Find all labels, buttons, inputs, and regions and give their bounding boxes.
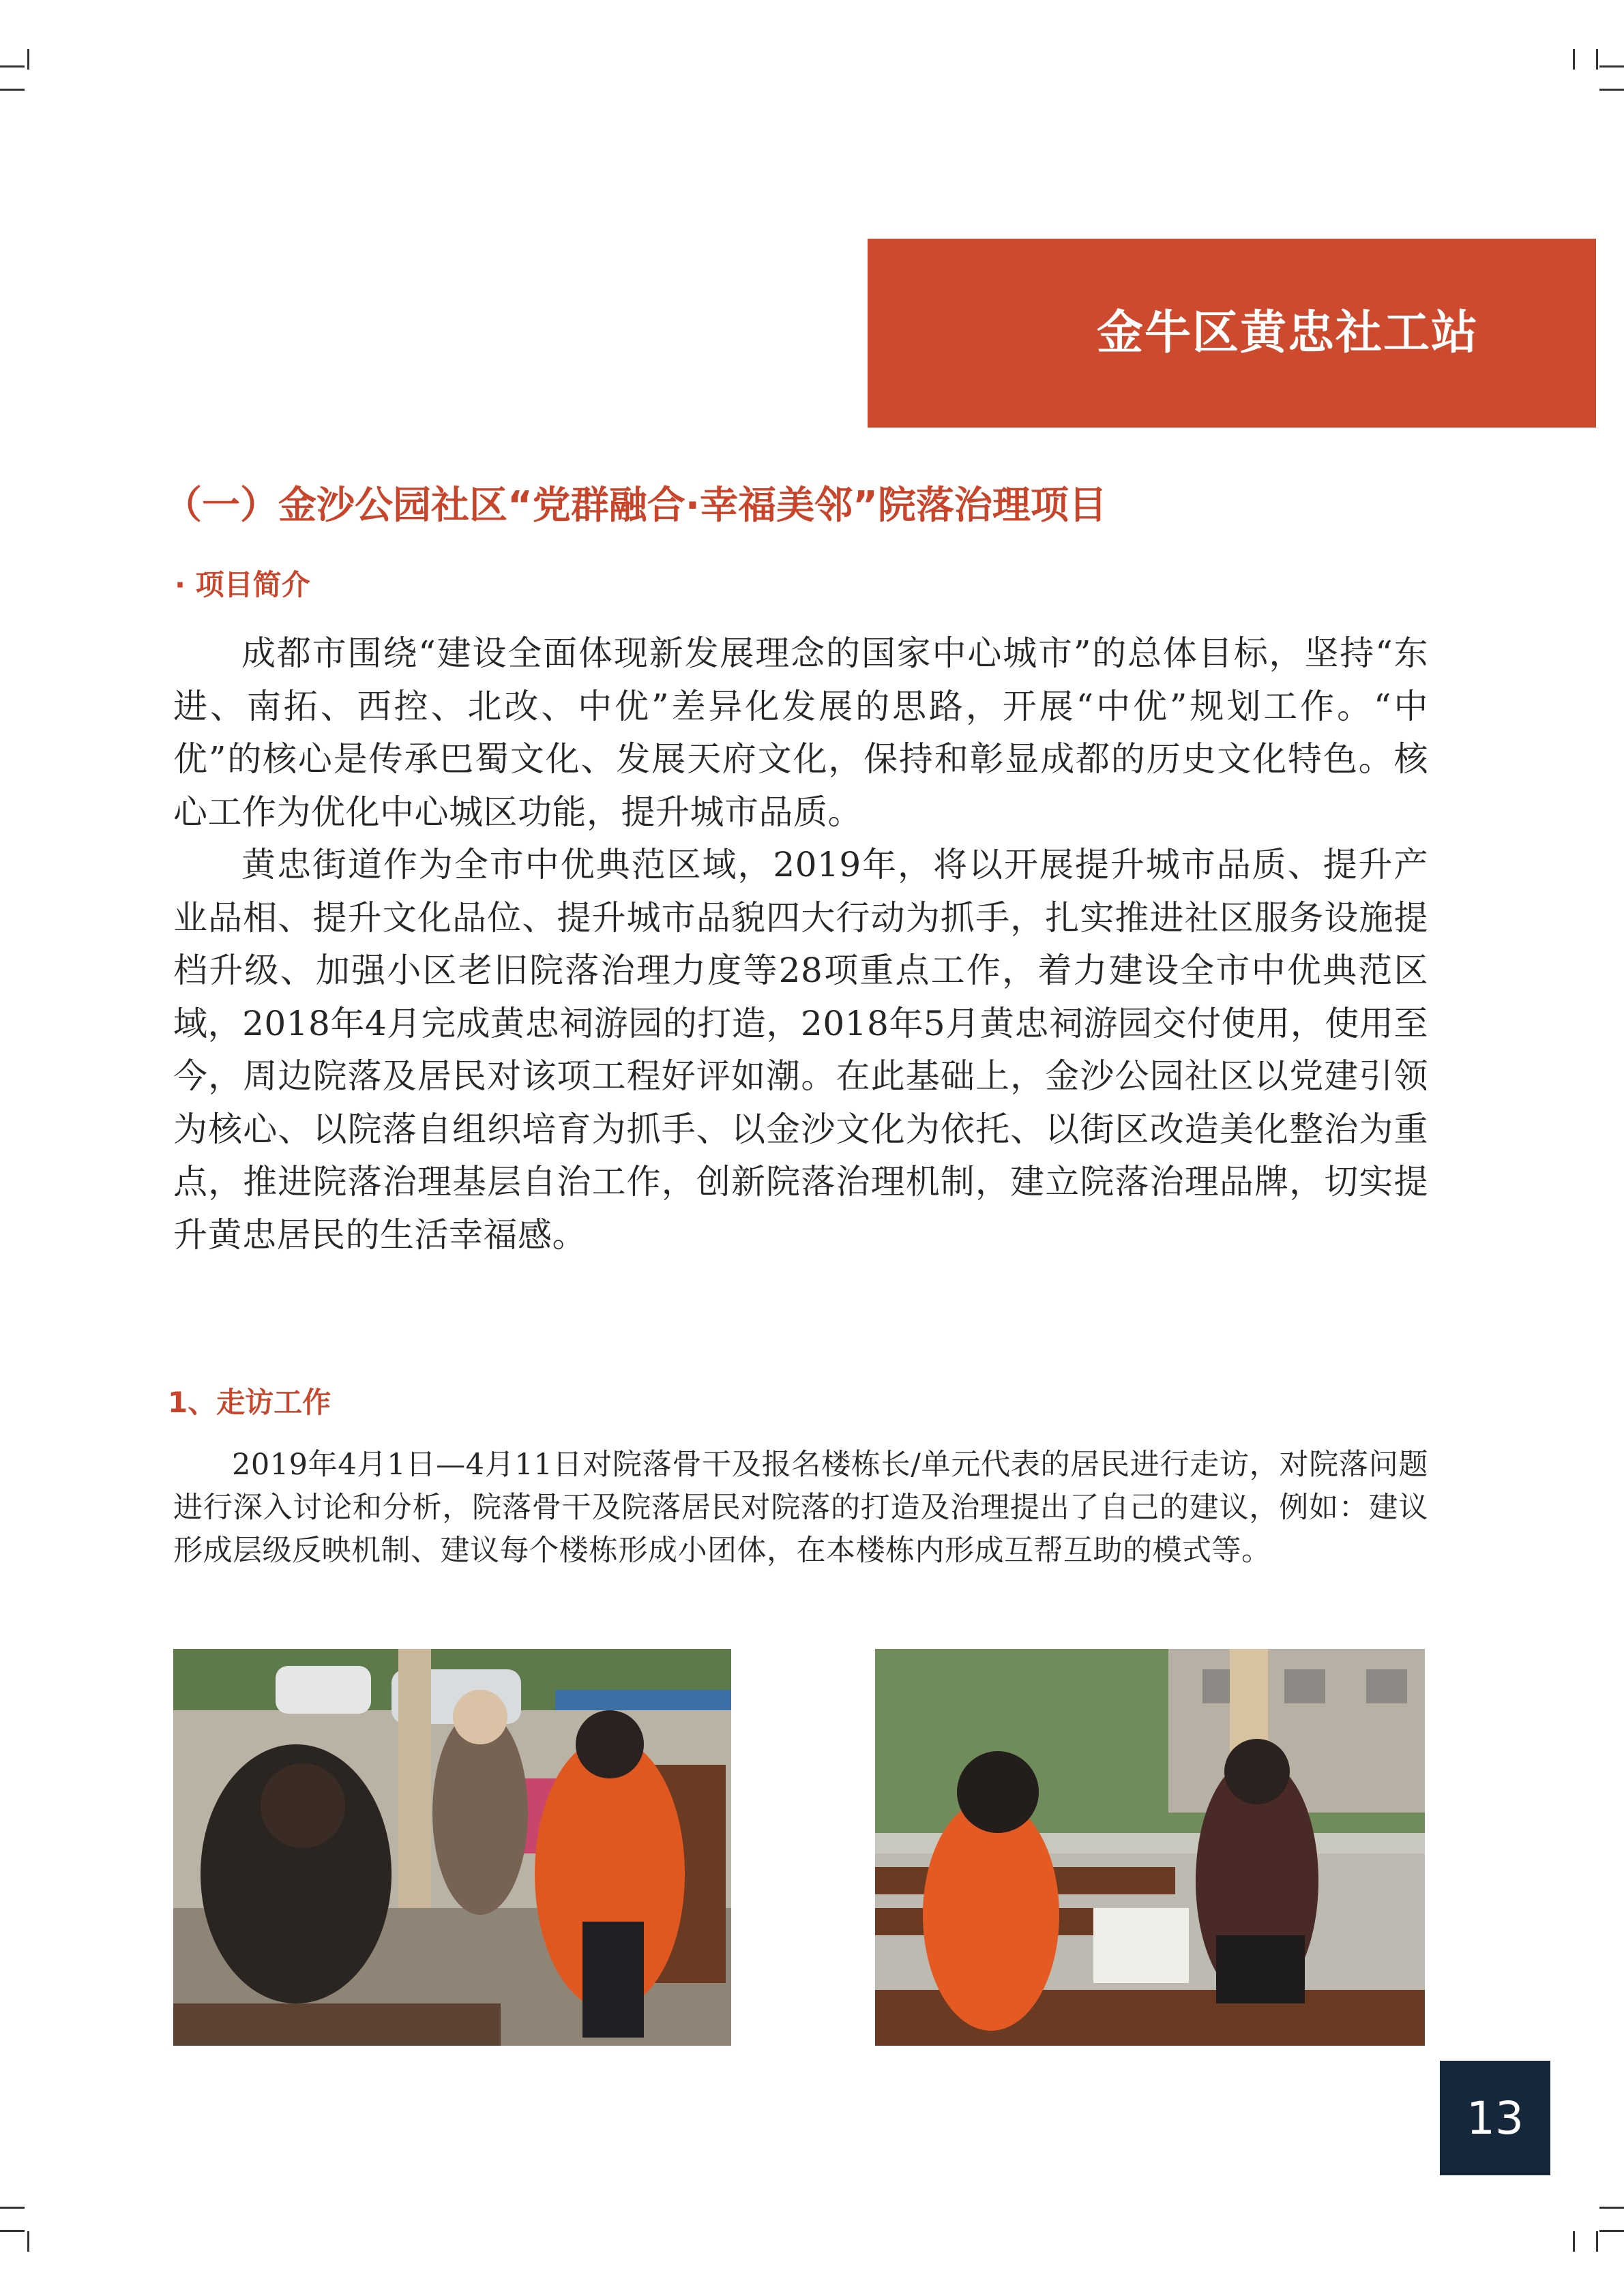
crop-mark [1599, 65, 1624, 68]
crop-mark [1599, 89, 1624, 91]
header-banner [868, 239, 1596, 428]
visit-photo-1 [173, 1649, 731, 2046]
crop-mark [1599, 2207, 1624, 2209]
page-number-box [1440, 2061, 1550, 2175]
intro-paragraph: 成都市围绕“建设全面体现新发展理念的国家中心城市”的总体目标，坚持“东进、南拓、西控、北改、中优”差异化发展的思路，开展“中优”规划工作。“中优”的核心是传承巴蜀文化、发展天府文化，保持和彰显成都的历史文化特色。核心工作为优化中心城区功能，提升城市品质。 [173, 633, 1428, 832]
crop-mark [27, 49, 29, 70]
visit-paragraph: 2019年4月1日—4月11日对院落骨干及报名楼栋长/单元代表的居民进行走访，对院落问题进行深入讨论和分析，院落骨干及院落居民对院落的打造及治理提出了自己的建议，例如：建议形成层级反映机制、建议每个楼栋形成小团体，在本楼栋内形成互帮互助的模式等。 [173, 1448, 1428, 1568]
section-title: （一）金沙公园社区“党群融合·幸福美邻”院落治理项目 [164, 483, 1107, 528]
intro-body [173, 627, 1428, 1262]
page-number: 13 [1466, 2091, 1524, 2145]
visit-photo-2 [875, 1649, 1425, 2046]
crop-mark [0, 2230, 25, 2232]
crop-mark [1596, 49, 1598, 70]
crop-mark [1596, 2231, 1598, 2252]
crop-mark [27, 2231, 29, 2252]
crop-mark [0, 89, 25, 91]
crop-mark [0, 2207, 25, 2209]
crop-mark [1599, 2230, 1624, 2232]
crop-mark [1573, 2231, 1575, 2252]
intro-heading: · 项目简介 [175, 568, 310, 601]
visit-heading: 1、走访工作 [168, 1386, 331, 1419]
visit-body [173, 1444, 1428, 1572]
station-title: 金牛区黄忠社工站 [1096, 306, 1479, 360]
intro-paragraph: 黄忠街道作为全市中优典范区域，2019年，将以开展提升城市品质、提升产业品相、提升文化品位、提升城市品貌四大行动为抓手，扎实推进社区服务设施提档升级、加强小区老旧院落治理力度等28项重点工作，着力建设全市中优典范区域，2018年4月完成黄忠祠游园的打造，2018年5月黄忠祠游园交付使用，使用至今，周边院落及居民对该项工程好评如潮。在此基础上，金沙公园社区以党建引领为核心、以院落自组织培育为抓手、以金沙文化为依托、以街区改造美化整治为重点，推进院落治理基层自治工作，创新院落治理机制，建立院落治理品牌，切实提升黄忠居民的生活幸福感。 [173, 845, 1428, 1255]
crop-mark [1573, 49, 1575, 70]
crop-mark [0, 65, 25, 68]
